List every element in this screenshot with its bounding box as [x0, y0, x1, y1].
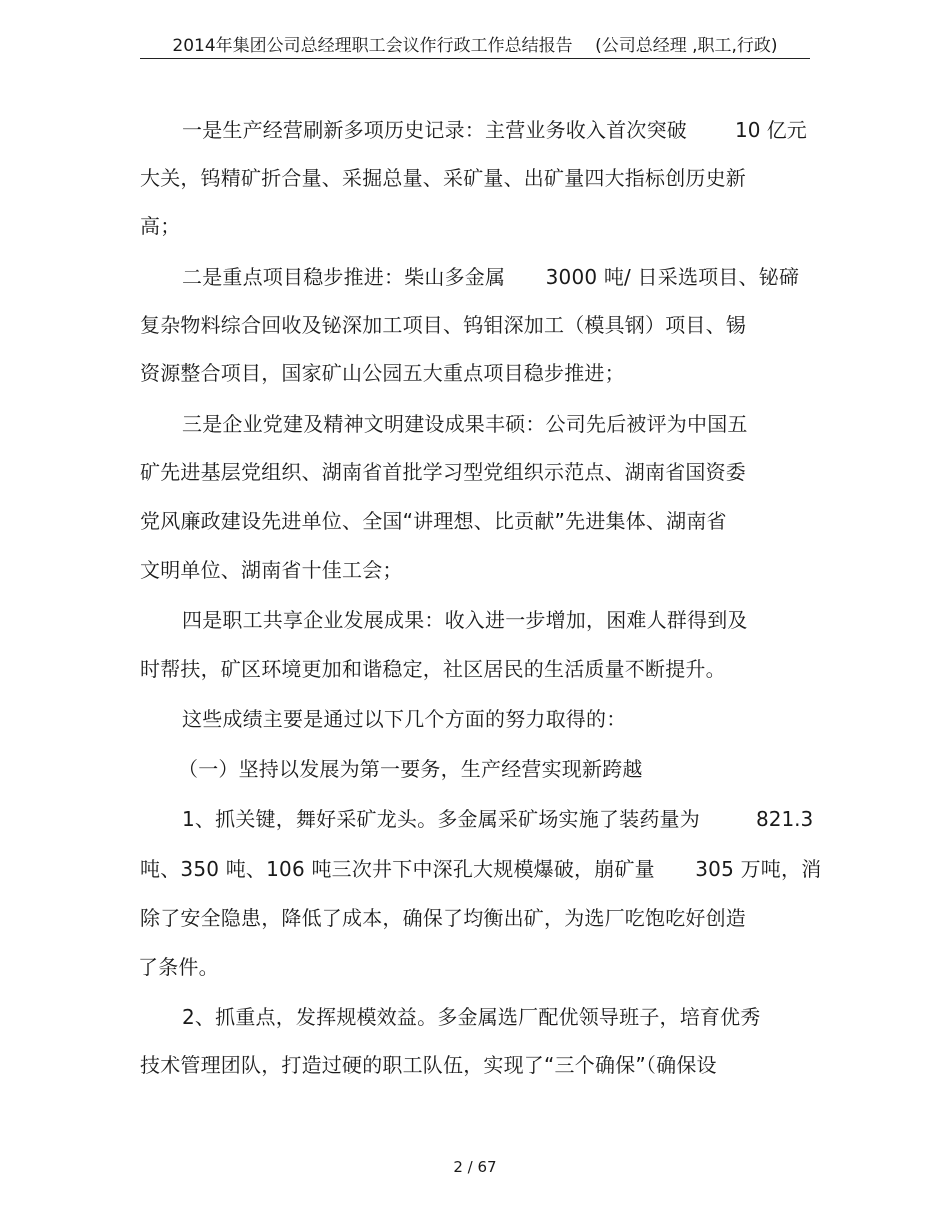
paragraph-3-line-3: 党风廉政建设先进单位、全国“讲理想、比贡献”先进集体、湖南省 [140, 509, 727, 533]
paragraph-3-line-2: 矿先进基层党组织、湖南省首批学习型党组织示范点、湖南省国资委 [140, 460, 746, 484]
paragraph-1-line-2: 大关，钨精矿折合量、采掘总量、采矿量、出矿量四大指标创历史新 [140, 166, 746, 190]
item-1-line-1: 1、抓关键，舞好采矿龙头。多金属采矿场实施了装药量为 [182, 807, 700, 831]
item-1-line-3: 除了安全隐患，降低了成本，确保了均衡出矿，为选厂吃饱吃好创造 [140, 906, 746, 930]
paragraph-5-line-1: 这些成绩主要是通过以下几个方面的努力取得的： [182, 707, 627, 731]
paragraph-3-line-1: 三是企业党建及精神文明建设成果丰硕：公司先后被评为中国五 [182, 412, 748, 436]
item-2-line-2: 技术管理团队，打造过硬的职工队伍，实现了“三个确保”（确保设 [140, 1053, 717, 1077]
page-number: 2 / 67 [453, 1158, 497, 1176]
item-2-line-1: 2、抓重点，发挥规模效益。多金属选厂配优领导班子，培育优秀 [182, 1005, 761, 1029]
running-header: 2014年集团公司总经理职工会议作行政工作总结报告 (公司总经理 ,职工,行政) [172, 36, 778, 56]
paragraph-2-line-3: 资源整合项目，国家矿山公园五大重点项目稳步推进； [140, 361, 625, 385]
section-heading-1: （一）坚持以发展为第一要务，生产经营实现新跨越 [178, 757, 643, 781]
header-rule [140, 58, 810, 59]
paragraph-2-line-2: 复杂物料综合回收及铋深加工项目、钨钼深加工（模具钢）项目、锡 [140, 313, 746, 337]
item-1-line-1-tail: 821.3 [756, 807, 814, 831]
item-1-line-2: 吨、350 吨、106 吨三次井下中深孔大规模爆破，崩矿量 305 万吨，消 [140, 857, 822, 881]
paragraph-4-line-1: 四是职工共享企业发展成果：收入进一步增加，困难人群得到及 [182, 608, 748, 632]
paragraph-1-line-3: 高； [140, 214, 181, 238]
paragraph-3-line-4: 文明单位、湖南省十佳工会； [140, 558, 403, 582]
paragraph-2-line-1: 二是重点项目稳步推进：柴山多金属 3000 吨/ 日采选项目、铋碲 [182, 265, 800, 289]
paragraph-1-line-1: 一是生产经营刷新多项历史记录：主营业务收入首次突破 [182, 118, 687, 142]
paragraph-4-line-2: 时帮扶，矿区环境更加和谐稳定，社区居民的生活质量不断提升。 [140, 657, 726, 681]
paragraph-1-line-1-tail: 10 亿元 [735, 118, 807, 142]
item-1-line-4: 了条件。 [138, 955, 219, 979]
